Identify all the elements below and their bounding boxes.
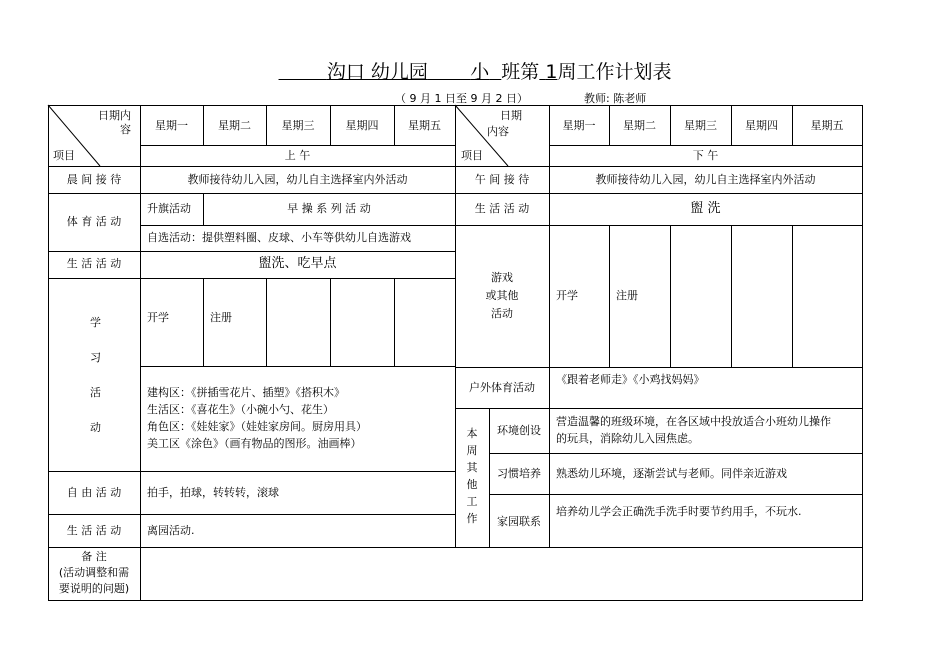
outdoor-text: 《跟着老师走》《小鸡找妈妈》 [556, 373, 705, 386]
left-corner-item: 项目 [53, 149, 75, 162]
right-day-fri: 星期五 [810, 119, 844, 132]
life-label: 生 活 活 动 [66, 257, 122, 270]
noon-reception-text: 教师接待幼儿入园，幼儿自主选择室内外活动 [595, 173, 816, 186]
right-life-label: 生 活 活 动 [474, 202, 530, 215]
life-text: 盥洗、吃早点 [258, 256, 337, 271]
habit-text: 熟悉幼儿环境，逐渐尝试与老师。同伴亲近游戏 [556, 467, 787, 480]
games-label-2: 或其他 [485, 289, 519, 302]
right-day-tue: 星期二 [623, 119, 656, 132]
left-corner-date: 日期内 [98, 109, 131, 122]
free-activity-text: 拍手，拍球，转转转，滚球 [147, 486, 279, 499]
notes-label-1: 备 注 [81, 550, 107, 563]
right-day-thu: 星期四 [745, 119, 778, 132]
left-day-fri: 星期五 [408, 119, 441, 132]
study-label-1: 学 [90, 316, 101, 329]
school-name: 沟口 幼儿园 [326, 61, 428, 83]
env-label: 环境创设 [497, 424, 541, 437]
teacher-name: 教师: 陈老师 [584, 92, 647, 105]
morning-reception-text: 教师接待幼儿入园，幼儿自主选择室内外活动 [187, 173, 408, 186]
area-construction: 建构区：《拼插雪花片、插塑》《搭积木》 [147, 386, 345, 399]
left-day-thu: 星期四 [345, 119, 379, 132]
outdoor-label: 户外体育活动 [469, 381, 535, 394]
morning-exercise: 早 操 系 列 活 动 [287, 202, 371, 215]
notes-label-3: 要说明的问题) [58, 582, 130, 595]
left-day-mon: 星期一 [155, 119, 188, 132]
env-text-1: 营造温馨的班级环境，在各区域中投放适合小班幼儿操作 [556, 415, 831, 428]
other-label-3: 其 [466, 461, 478, 474]
area-art: 美工区《涂色》（画有物品的图形。油画棒） [147, 437, 362, 450]
right-day-mon: 星期一 [562, 119, 596, 132]
study-tue: 注册 [210, 311, 232, 324]
class-name: 小 [470, 61, 490, 83]
week-number: 1 [545, 61, 558, 83]
study-mon: 开学 [147, 311, 169, 324]
afternoon-session: 下 午 [692, 149, 719, 162]
home-text: 培养幼儿学会正确洗手洗手时要节约用手，不玩水. [556, 505, 802, 518]
study-label-3: 活 [90, 386, 101, 399]
left-day-tue: 星期二 [218, 119, 251, 132]
right-life-text: 盥 洗 [690, 201, 721, 216]
left-day-wed: 星期三 [281, 119, 315, 132]
study-label-4: 动 [90, 421, 101, 434]
games-label-1: 游戏 [491, 271, 513, 284]
date-range: （ 9 月 1 日至 9 月 2 日） [395, 92, 528, 105]
flag-raising: 升旗活动 [147, 202, 191, 215]
games-tue: 注册 [616, 289, 638, 302]
area-role: 角色区：《娃娃家》（娃娃家房间。厨房用具） [147, 420, 367, 433]
life2-text: 离园活动. [147, 524, 195, 537]
other-label-5: 工 [466, 495, 478, 508]
right-corner-content: 内容 [487, 125, 509, 138]
right-corner-item: 项目 [461, 149, 483, 162]
other-label-1: 本 [466, 427, 478, 440]
morning-reception-label: 晨 间 接 待 [66, 173, 122, 186]
life2-label: 生 活 活 动 [66, 524, 122, 537]
other-label-6: 作 [466, 512, 478, 525]
other-label-4: 他 [466, 478, 478, 491]
morning-session: 上 午 [284, 149, 311, 162]
env-text-2: 的玩具，消除幼儿入园焦虑。 [556, 432, 699, 445]
pe-label: 体 育 活 动 [66, 215, 122, 228]
title-mid: 班第 [501, 61, 540, 83]
area-life: 生活区：《喜花生》（小碗小勺、花生） [147, 403, 334, 416]
right-corner-date: 日期 [500, 109, 522, 122]
home-label: 家园联系 [497, 515, 541, 528]
left-corner-content: 容 [120, 123, 131, 136]
other-label-2: 周 [466, 444, 478, 457]
games-label-3: 活动 [491, 307, 513, 320]
notes-label-2: (活动调整和需 [58, 566, 130, 579]
habit-label: 习惯培养 [497, 467, 541, 480]
games-mon: 开学 [556, 289, 578, 302]
right-day-wed: 星期三 [684, 119, 717, 132]
study-label-2: 习 [90, 351, 101, 364]
free-choice-text: 自选活动：提供塑料圈、皮球、小车等供幼儿自选游戏 [147, 231, 411, 244]
title-tail: 周工作计划表 [557, 61, 672, 83]
free-activity-label: 自 由 活 动 [66, 486, 122, 499]
noon-reception-label: 午 间 接 待 [474, 173, 530, 186]
